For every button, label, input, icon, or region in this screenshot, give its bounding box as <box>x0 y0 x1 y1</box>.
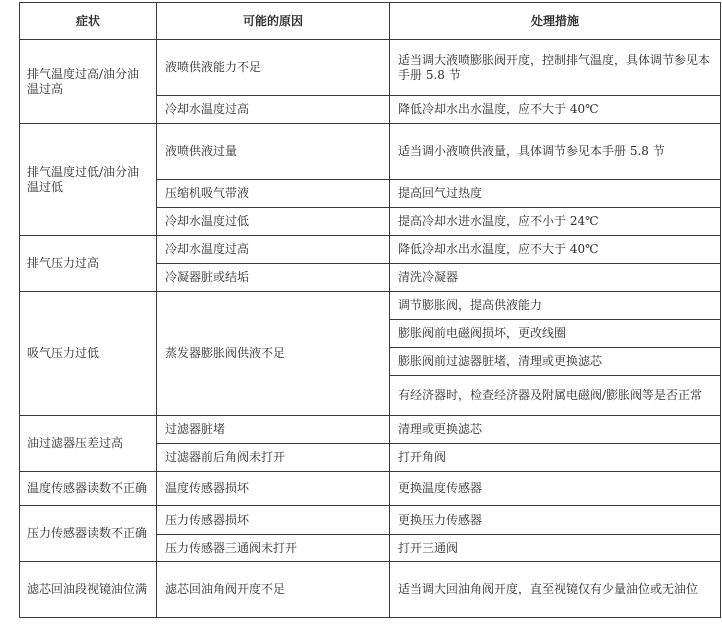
cause-cell: 过滤器前后角阀未打开 <box>157 444 390 472</box>
cause-cell: 压力传感器损坏 <box>157 506 390 535</box>
action-cell: 更换压力传感器 <box>390 506 721 535</box>
troubleshooting-page <box>19 2 720 618</box>
cause-cell: 滤芯回油角阀开度不足 <box>157 562 390 618</box>
action-cell: 打开三通阀 <box>390 535 721 562</box>
cause-cell: 压缩机吸气带液 <box>157 180 390 208</box>
cause-cell: 温度传感器损坏 <box>157 472 390 506</box>
table-row <box>20 40 721 96</box>
cause-cell: 压力传感器三通阀未打开 <box>157 535 390 562</box>
action-cell: 清理或更换滤芯 <box>390 416 721 444</box>
action-cell: 打开角阀 <box>390 444 721 472</box>
action-cell: 更换温度传感器 <box>390 472 721 506</box>
symptom-cell: 吸气压力过低 <box>20 292 157 416</box>
action-cell: 降低冷却水出水温度，应不大于 40℃ <box>390 96 721 124</box>
table-row <box>20 124 721 180</box>
table-header-row <box>20 3 721 40</box>
symptom-cell: 滤芯回油段视镜油位满 <box>20 562 157 618</box>
cause-cell: 冷却水温度过高 <box>157 236 390 264</box>
symptom-cell: 压力传感器读数不正确 <box>20 506 157 562</box>
action-cell: 适当调大液喷膨胀阀开度，控制排气温度，具体调节参见本手册 5.8 节 <box>390 40 721 96</box>
cause-cell: 冷凝器脏或结垢 <box>157 264 390 292</box>
table-row <box>20 236 721 264</box>
action-cell: 调节膨胀阀，提高供液能力 <box>390 292 721 320</box>
troubleshooting-table <box>19 2 721 618</box>
cause-cell: 冷却水温度过低 <box>157 208 390 236</box>
symptom-cell: 排气压力过高 <box>20 236 157 292</box>
symptom-cell: 排气温度过低/油分油温过低 <box>20 124 157 236</box>
table-row <box>20 506 721 535</box>
cause-cell: 过滤器脏堵 <box>157 416 390 444</box>
table-row <box>20 562 721 618</box>
header-symptom: 症状 <box>20 3 157 40</box>
action-cell: 有经济器时，检查经济器及附属电磁阀/膨胀阀等是否正常 <box>390 376 721 416</box>
header-action: 处理措施 <box>390 3 721 40</box>
symptom-cell: 油过滤器压差过高 <box>20 416 157 472</box>
cause-cell: 冷却水温度过高 <box>157 96 390 124</box>
action-cell: 适当调大回油角阀开度，直至视镜仅有少量油位或无油位 <box>390 562 721 618</box>
action-cell: 降低冷却水出水温度，应不大于 40℃ <box>390 236 721 264</box>
symptom-cell: 排气温度过高/油分油温过高 <box>20 40 157 124</box>
table-row <box>20 416 721 444</box>
cause-cell: 液喷供液能力不足 <box>157 40 390 96</box>
header-cause: 可能的原因 <box>157 3 390 40</box>
cause-cell: 蒸发器膨胀阀供液不足 <box>157 292 390 416</box>
action-cell: 提高回气过热度 <box>390 180 721 208</box>
table-row <box>20 472 721 506</box>
table-row <box>20 292 721 320</box>
symptom-cell: 温度传感器读数不正确 <box>20 472 157 506</box>
cause-cell: 液喷供液过量 <box>157 124 390 180</box>
action-cell: 提高冷却水进水温度，应不小于 24℃ <box>390 208 721 236</box>
action-cell: 膨胀阀前过滤器脏堵，清理或更换滤芯 <box>390 348 721 376</box>
action-cell: 清洗冷凝器 <box>390 264 721 292</box>
action-cell: 适当调小液喷供液量，具体调节参见本手册 5.8 节 <box>390 124 721 180</box>
action-cell: 膨胀阀前电磁阀损坏，更改线圈 <box>390 320 721 348</box>
